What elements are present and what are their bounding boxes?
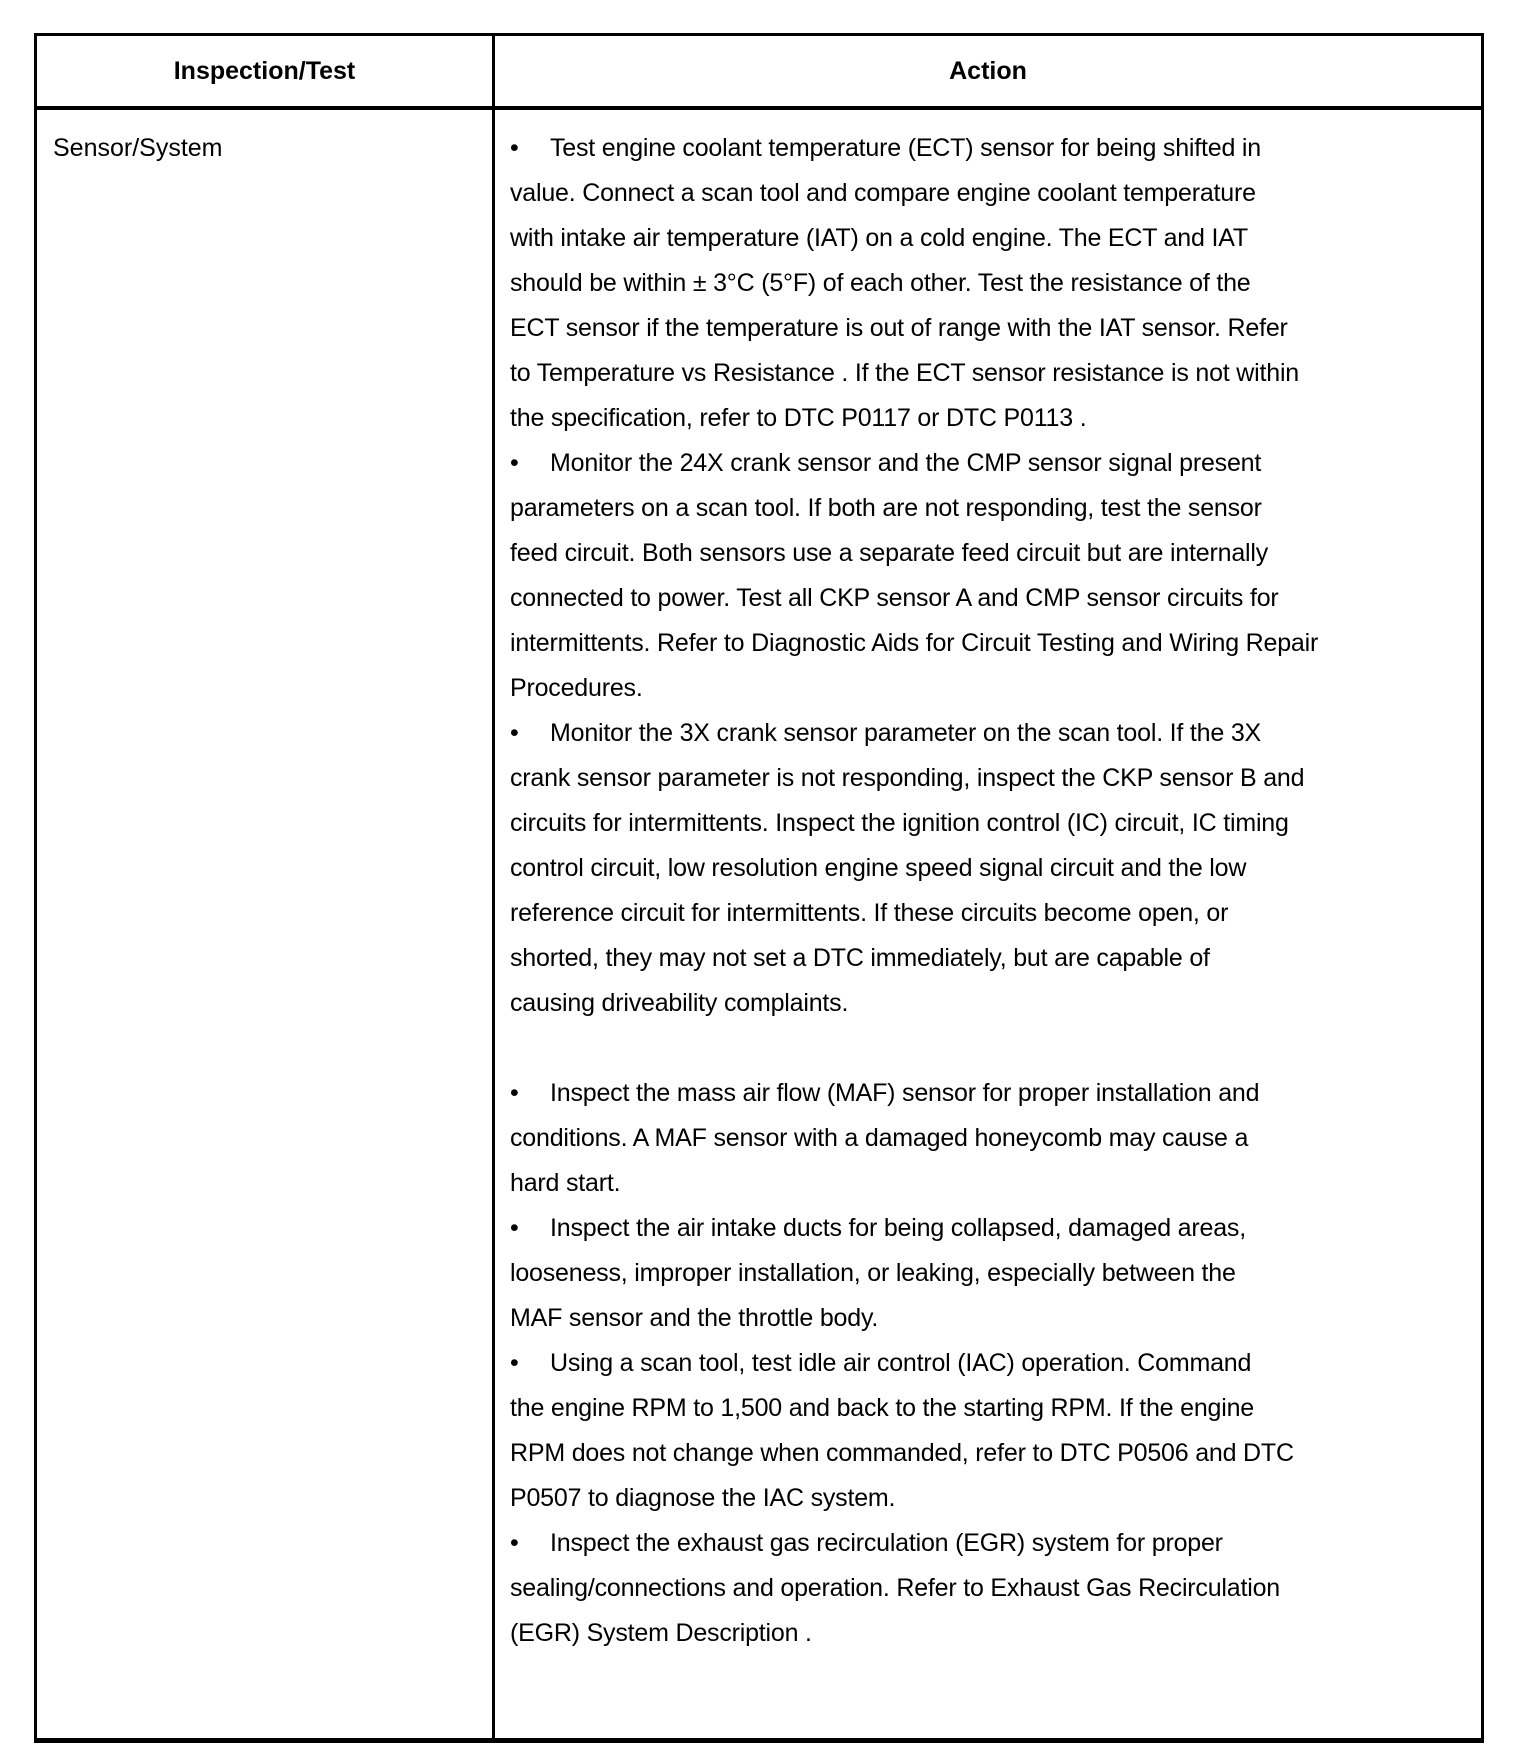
action-text-line: reference circuit for intermittents. If these circuits become open, or [510, 899, 1229, 927]
action-text-line: intermittents. Refer to Diagnostic Aids for Circuit Testing and Wiring Repair [510, 629, 1319, 657]
bullet-icon: • [510, 134, 519, 162]
action-text-line: • Using a scan tool, test idle air control (IAC) operation. Command [510, 1341, 1440, 1386]
action-text-line: shorted, they may not set a DTC immediately, but are capable of [510, 944, 1210, 972]
action-text-line: ECT sensor if the temperature is out of range with the IAT sensor. Refer [510, 314, 1288, 342]
action-bullet-item [510, 126, 1440, 441]
action-cell [510, 126, 1440, 1656]
action-text-line: hard start. [510, 1169, 621, 1197]
column-divider [492, 36, 495, 1738]
bullet-icon: • [510, 1079, 519, 1107]
action-text-line: • Inspect the exhaust gas recirculation (EGR) system for proper [510, 1521, 1440, 1566]
action-text-line: conditions. A MAF sensor with a damaged honeycomb may cause a [510, 1124, 1249, 1152]
action-text-line: • Inspect the air intake ducts for being collapsed, damaged areas, [510, 1206, 1440, 1251]
action-text-line: sealing/connections and operation. Refer to Exhaust Gas Recirculation [510, 1574, 1280, 1602]
group-spacer [510, 1026, 1440, 1071]
action-text-line: the specification, refer to DTC P0117 or DTC P0113 . [510, 404, 1087, 432]
action-text-line: with intake air temperature (IAT) on a cold engine. The ECT and IAT [510, 224, 1248, 252]
bullet-icon: • [510, 1529, 519, 1557]
diagnostic-table [34, 33, 1484, 1743]
inspection-label: Sensor/System [53, 134, 223, 162]
action-text-line: • Test engine coolant temperature (ECT) sensor for being shifted in [510, 126, 1440, 171]
header-inspection-test: Inspection/Test [173, 57, 356, 85]
header-action: Action [949, 57, 1027, 85]
action-text-line: (EGR) System Description . [510, 1619, 812, 1647]
table-header-row [37, 36, 1481, 110]
action-bullet-item [510, 1206, 1440, 1341]
action-text-line: control circuit, low resolution engine speed signal circuit and the low [510, 854, 1247, 882]
action-text-line: parameters on a scan tool. If both are not responding, test the sensor [510, 494, 1262, 522]
action-text-line: causing driveability complaints. [510, 989, 849, 1017]
action-bullet-item [510, 1071, 1440, 1206]
action-text-line: connected to power. Test all CKP sensor A and CMP sensor circuits for [510, 584, 1279, 612]
action-text-line: should be within ± 3°C (5°F) of each other. Test the resistance of the [510, 269, 1251, 297]
inspection-cell [53, 126, 223, 171]
action-text-line: looseness, improper installation, or leaking, especially between the [510, 1259, 1236, 1287]
action-text-line: • Monitor the 3X crank sensor parameter on the scan tool. If the 3X [510, 711, 1440, 756]
action-text-line: to Temperature vs Resistance . If the ECT sensor resistance is not within [510, 359, 1300, 387]
action-text-line: RPM does not change when commanded, refer to DTC P0506 and DTC [510, 1439, 1294, 1467]
bullet-icon: • [510, 719, 519, 747]
action-text-line: crank sensor parameter is not responding, inspect the CKP sensor B and [510, 764, 1305, 792]
action-text-line: Procedures. [510, 674, 643, 702]
action-text-line: • Monitor the 24X crank sensor and the CMP sensor signal present [510, 441, 1440, 486]
action-text-line: circuits for intermittents. Inspect the ignition control (IC) circuit, IC timing [510, 809, 1289, 837]
action-bullet-item [510, 1521, 1440, 1656]
action-text-line: value. Connect a scan tool and compare engine coolant temperature [510, 179, 1256, 207]
action-bullet-item [510, 711, 1440, 1026]
action-bullet-item [510, 441, 1440, 711]
action-text-line: P0507 to diagnose the IAC system. [510, 1484, 896, 1512]
bullet-icon: • [510, 1214, 519, 1242]
bullet-icon: • [510, 449, 519, 477]
action-text-line: MAF sensor and the throttle body. [510, 1304, 879, 1332]
action-text-line: • Inspect the mass air flow (MAF) sensor for proper installation and [510, 1071, 1440, 1116]
action-bullet-item [510, 1341, 1440, 1521]
bullet-icon: • [510, 1349, 519, 1377]
action-text-line: feed circuit. Both sensors use a separate feed circuit but are internally [510, 539, 1269, 567]
action-text-line: the engine RPM to 1,500 and back to the starting RPM. If the engine [510, 1394, 1255, 1422]
